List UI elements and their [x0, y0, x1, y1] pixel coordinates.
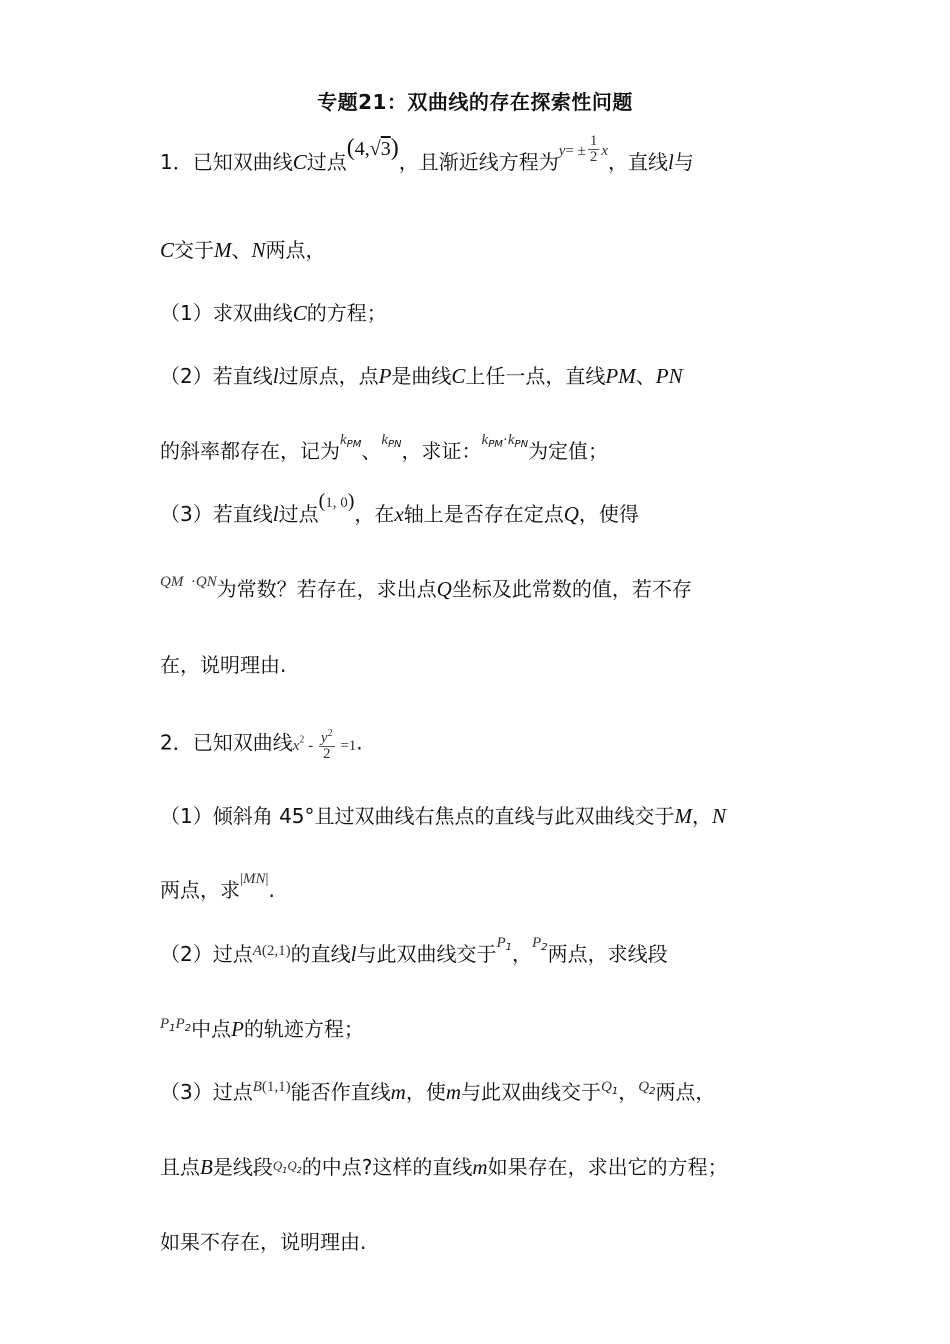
problem-number: 1．已知双曲线: [160, 150, 293, 174]
q2: $Q_2$: [638, 1079, 656, 1097]
q1: $Q_1$: [601, 1079, 619, 1097]
point-1-0: (1, 0): [318, 490, 355, 512]
q1-part-3-cont: QM ·QN为常数？若存在，求出点Q坐标及此常数的值，若不存: [160, 575, 692, 606]
point-a: A(2,1): [252, 943, 291, 959]
q2-line-1: 2．已知双曲线$x^2$ - $\frac{y^2}{2}$ =1.: [160, 728, 363, 763]
point-4-sqrt3: (4,√3): [346, 135, 399, 161]
k-pm: $k_{PM}$: [340, 432, 362, 450]
segment-q1q2: $Q_1Q_2$: [272, 1158, 302, 1175]
q2-part-1-cont: 两点，求|MN|.: [160, 876, 275, 907]
k-pn: $k_{PN}$: [381, 432, 402, 450]
q1-line-1: 1．已知双曲线C过点(4,√3)，且渐近线方程为y= ± $\frac{1}{2}$ x，直线l与: [160, 133, 694, 174]
page-title: 专题21：双曲线的存在探索性问题: [317, 90, 633, 114]
q2-part-1: （1）倾斜角 45°且过双曲线右焦点的直线与此双曲线交于M，N: [160, 804, 727, 828]
q1-part-2: （2）若直线l过原点，点P是曲线C上任一点，直线PM、PN: [160, 364, 683, 388]
point-b: B(1,1): [252, 1079, 291, 1095]
p2: $P_2$: [532, 935, 548, 953]
q2-part-2: （2）过点A(2,1)的直线l与此双曲线交于$P_1$，$P_2$两点，求线段: [160, 940, 668, 976]
q1-part-1: （1）求双曲线C的方程；: [160, 301, 387, 325]
k-product: $k_{PM}\cdot k_{PN}$: [481, 432, 529, 450]
q1-part-3-end: 在，说明理由.: [160, 653, 287, 677]
q2-part-2-cont: $P_1P_2$中点P的轨迹方程；: [160, 1015, 364, 1051]
q2-part-3: （3）过点B(1,1)能否作直线m，使m与此双曲线交于$Q_1$，$Q_2$两点，: [160, 1078, 715, 1114]
q1-part-2-cont: 的斜率都存在，记为$k_{PM}$、$k_{PN}$，求证：$k_{PM}\cdot k_{PN}$为定值；: [160, 437, 608, 473]
p1: $P_1$: [496, 935, 513, 953]
segment-p1p2: $P_1P_2$: [160, 1016, 192, 1034]
q1-part-3: （3）若直线l过点(1, 0)，在x轴上是否存在定点Q，使得: [160, 490, 639, 526]
asymptote-equation: y= ± $\frac{1}{2}$ x: [558, 133, 609, 165]
mn-length: |MN|: [240, 871, 269, 887]
q2-part-3-cont: 且点B是线段$Q_1Q_2$的中点?这样的直线m如果存在，求出它的方程；: [160, 1153, 728, 1189]
qm-qn-product: QM ·QN: [160, 574, 217, 590]
q2-part-3-end: 如果不存在，说明理由.: [160, 1230, 367, 1254]
problem-number: 2．已知双曲线: [160, 730, 293, 755]
q1-line-2: C交于M、N两点，: [160, 238, 326, 262]
hyperbola-equation: $x^2$ - $\frac{y^2}{2}$ =1: [292, 728, 357, 763]
